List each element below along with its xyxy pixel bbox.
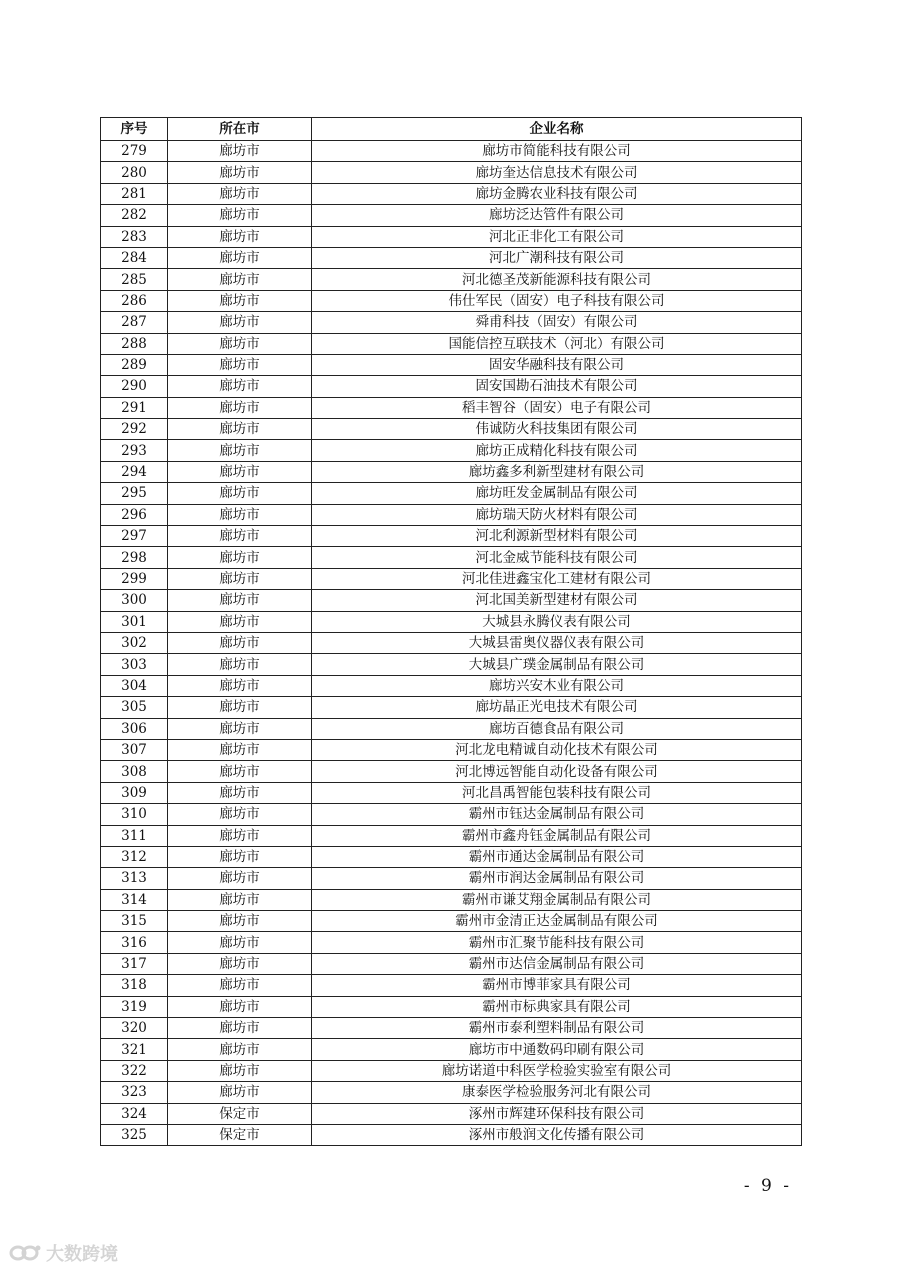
table-row	[101, 1082, 802, 1103]
cell-company-name: 霸州市谦艾翔金属制品有限公司	[312, 889, 802, 910]
table-row	[101, 247, 802, 268]
cell-seq: 297	[101, 526, 168, 547]
table-row	[101, 739, 802, 760]
cell-seq: 300	[101, 590, 168, 611]
table-row	[101, 376, 802, 397]
cell-city: 廊坊市	[168, 697, 312, 718]
table-row	[101, 504, 802, 525]
table-row	[101, 911, 802, 932]
cell-seq: 316	[101, 932, 168, 953]
cell-seq: 280	[101, 162, 168, 183]
cell-city: 廊坊市	[168, 1039, 312, 1060]
cell-seq: 318	[101, 975, 168, 996]
cell-city: 廊坊市	[168, 761, 312, 782]
table-row	[101, 1124, 802, 1145]
cell-seq: 298	[101, 547, 168, 568]
table-row	[101, 761, 802, 782]
cell-company-name: 廊坊百德食品有限公司	[312, 718, 802, 739]
cell-company-name: 河北国美新型建材有限公司	[312, 590, 802, 611]
header-company-name: 企业名称	[312, 118, 802, 141]
cell-city: 廊坊市	[168, 911, 312, 932]
cell-company-name: 稻丰智谷（固安）电子有限公司	[312, 397, 802, 418]
cell-company-name: 廊坊正成精化科技有限公司	[312, 440, 802, 461]
cell-company-name: 河北金威节能科技有限公司	[312, 547, 802, 568]
table-row	[101, 440, 802, 461]
cell-city: 廊坊市	[168, 290, 312, 311]
table-row	[101, 205, 802, 226]
cell-seq: 284	[101, 247, 168, 268]
cell-city: 廊坊市	[168, 333, 312, 354]
table-row	[101, 397, 802, 418]
cell-company-name: 霸州市达信金属制品有限公司	[312, 953, 802, 974]
cell-company-name: 舜甫科技（固安）有限公司	[312, 312, 802, 333]
cell-company-name: 河北昌禹智能包装科技有限公司	[312, 782, 802, 803]
table-row	[101, 141, 802, 162]
cell-seq: 307	[101, 739, 168, 760]
table-row	[101, 333, 802, 354]
table-row	[101, 846, 802, 867]
table-row	[101, 654, 802, 675]
cell-city: 廊坊市	[168, 419, 312, 440]
cell-company-name: 廊坊鑫多利新型建材有限公司	[312, 461, 802, 482]
table-row	[101, 953, 802, 974]
cell-seq: 325	[101, 1124, 168, 1145]
table-row	[101, 547, 802, 568]
cell-company-name: 廊坊瑞天防火材料有限公司	[312, 504, 802, 525]
cell-city: 廊坊市	[168, 611, 312, 632]
cell-city: 廊坊市	[168, 1018, 312, 1039]
cell-company-name: 霸州市汇聚节能科技有限公司	[312, 932, 802, 953]
cell-city: 廊坊市	[168, 141, 312, 162]
cell-seq: 299	[101, 568, 168, 589]
cell-city: 廊坊市	[168, 183, 312, 204]
cell-company-name: 廊坊泛达管件有限公司	[312, 205, 802, 226]
cell-company-name: 河北广潮科技有限公司	[312, 247, 802, 268]
cell-seq: 287	[101, 312, 168, 333]
cell-company-name: 河北正非化工有限公司	[312, 226, 802, 247]
cell-company-name: 国能信控互联技术（河北）有限公司	[312, 333, 802, 354]
cell-city: 廊坊市	[168, 654, 312, 675]
cell-company-name: 霸州市鑫舟钰金属制品有限公司	[312, 825, 802, 846]
cell-seq: 313	[101, 868, 168, 889]
table-row	[101, 568, 802, 589]
cell-seq: 310	[101, 804, 168, 825]
cell-seq: 321	[101, 1039, 168, 1060]
cell-seq: 296	[101, 504, 168, 525]
cell-company-name: 河北佳进鑫宝化工建材有限公司	[312, 568, 802, 589]
cell-city: 廊坊市	[168, 1060, 312, 1081]
table-row	[101, 675, 802, 696]
cell-city: 廊坊市	[168, 1082, 312, 1103]
enterprise-table	[100, 117, 802, 1146]
cell-seq: 314	[101, 889, 168, 910]
cell-city: 廊坊市	[168, 739, 312, 760]
cell-company-name: 河北龙电精诚自动化技术有限公司	[312, 739, 802, 760]
cell-seq: 285	[101, 269, 168, 290]
table-row	[101, 483, 802, 504]
cell-city: 保定市	[168, 1103, 312, 1124]
cell-seq: 279	[101, 141, 168, 162]
cell-city: 廊坊市	[168, 953, 312, 974]
table-row	[101, 825, 802, 846]
cell-city: 廊坊市	[168, 718, 312, 739]
cell-company-name: 固安华融科技有限公司	[312, 354, 802, 375]
cell-city: 廊坊市	[168, 205, 312, 226]
cell-seq: 293	[101, 440, 168, 461]
table-row	[101, 183, 802, 204]
cell-seq: 309	[101, 782, 168, 803]
cell-company-name: 涿州市辉建环保科技有限公司	[312, 1103, 802, 1124]
cell-city: 廊坊市	[168, 547, 312, 568]
cell-city: 廊坊市	[168, 461, 312, 482]
cell-seq: 315	[101, 911, 168, 932]
cell-city: 廊坊市	[168, 868, 312, 889]
cell-company-name: 康泰医学检验服务河北有限公司	[312, 1082, 802, 1103]
cell-city: 廊坊市	[168, 247, 312, 268]
cell-seq: 294	[101, 461, 168, 482]
table-row	[101, 932, 802, 953]
table-row	[101, 782, 802, 803]
table-row	[101, 697, 802, 718]
table-header-row	[101, 118, 802, 141]
cell-company-name: 霸州市博菲家具有限公司	[312, 975, 802, 996]
cell-seq: 304	[101, 675, 168, 696]
cell-seq: 302	[101, 632, 168, 653]
cell-seq: 292	[101, 419, 168, 440]
table-row	[101, 1103, 802, 1124]
cell-city: 廊坊市	[168, 804, 312, 825]
cell-company-name: 河北德圣茂新能源科技有限公司	[312, 269, 802, 290]
cell-company-name: 廊坊金腾农业科技有限公司	[312, 183, 802, 204]
cell-seq: 306	[101, 718, 168, 739]
cell-seq: 322	[101, 1060, 168, 1081]
cell-company-name: 大城县广璞金属制品有限公司	[312, 654, 802, 675]
cell-seq: 301	[101, 611, 168, 632]
cell-seq: 286	[101, 290, 168, 311]
cell-seq: 281	[101, 183, 168, 204]
cell-seq: 288	[101, 333, 168, 354]
table-row	[101, 1060, 802, 1081]
cell-company-name: 廊坊晶正光电技术有限公司	[312, 697, 802, 718]
cell-company-name: 霸州市标典家具有限公司	[312, 996, 802, 1017]
cell-company-name: 伟仕军民（固安）电子科技有限公司	[312, 290, 802, 311]
table-row	[101, 632, 802, 653]
cell-company-name: 廊坊诺道中科医学检验实验室有限公司	[312, 1060, 802, 1081]
table-row	[101, 889, 802, 910]
cell-seq: 282	[101, 205, 168, 226]
cell-city: 廊坊市	[168, 846, 312, 867]
cell-city: 廊坊市	[168, 889, 312, 910]
header-seq: 序号	[101, 118, 168, 141]
table-row	[101, 718, 802, 739]
cell-company-name: 霸州市金清正达金属制品有限公司	[312, 911, 802, 932]
cell-city: 廊坊市	[168, 975, 312, 996]
cell-city: 廊坊市	[168, 226, 312, 247]
cell-city: 廊坊市	[168, 440, 312, 461]
cell-seq: 323	[101, 1082, 168, 1103]
cell-company-name: 霸州市润达金属制品有限公司	[312, 868, 802, 889]
cell-company-name: 固安国勘石油技术有限公司	[312, 376, 802, 397]
cell-seq: 291	[101, 397, 168, 418]
cell-city: 廊坊市	[168, 932, 312, 953]
cell-company-name: 廊坊兴安木业有限公司	[312, 675, 802, 696]
watermark	[8, 1240, 118, 1266]
cell-company-name: 大城县雷奥仪器仪表有限公司	[312, 632, 802, 653]
chain-logo-icon	[8, 1243, 42, 1263]
cell-company-name: 廊坊旺发金属制品有限公司	[312, 483, 802, 504]
cell-seq: 295	[101, 483, 168, 504]
cell-seq: 305	[101, 697, 168, 718]
cell-seq: 312	[101, 846, 168, 867]
cell-company-name: 廊坊市中通数码印刷有限公司	[312, 1039, 802, 1060]
cell-company-name: 大城县永腾仪表有限公司	[312, 611, 802, 632]
table-row	[101, 312, 802, 333]
cell-city: 廊坊市	[168, 825, 312, 846]
cell-seq: 308	[101, 761, 168, 782]
cell-company-name: 河北利源新型材料有限公司	[312, 526, 802, 547]
cell-city: 廊坊市	[168, 354, 312, 375]
cell-company-name: 廊坊奎达信息技术有限公司	[312, 162, 802, 183]
cell-city: 廊坊市	[168, 504, 312, 525]
table-row	[101, 975, 802, 996]
table-row	[101, 526, 802, 547]
table-row	[101, 354, 802, 375]
cell-city: 廊坊市	[168, 568, 312, 589]
page-number: - 9 -	[743, 1176, 792, 1196]
table-row	[101, 611, 802, 632]
watermark-text: 大数跨境	[46, 1244, 118, 1265]
cell-city: 廊坊市	[168, 675, 312, 696]
cell-city: 廊坊市	[168, 376, 312, 397]
cell-seq: 311	[101, 825, 168, 846]
cell-seq: 319	[101, 996, 168, 1017]
cell-company-name: 伟诚防火科技集团有限公司	[312, 419, 802, 440]
header-city: 所在市	[168, 118, 312, 141]
cell-seq: 290	[101, 376, 168, 397]
table-row	[101, 290, 802, 311]
cell-city: 廊坊市	[168, 526, 312, 547]
table-row	[101, 590, 802, 611]
table-body	[101, 141, 802, 1146]
cell-city: 保定市	[168, 1124, 312, 1145]
table-row	[101, 269, 802, 290]
cell-city: 廊坊市	[168, 996, 312, 1017]
table-row	[101, 868, 802, 889]
table-row	[101, 419, 802, 440]
table-row	[101, 1039, 802, 1060]
cell-city: 廊坊市	[168, 632, 312, 653]
cell-company-name: 河北博远智能自动化设备有限公司	[312, 761, 802, 782]
cell-city: 廊坊市	[168, 590, 312, 611]
cell-seq: 317	[101, 953, 168, 974]
cell-seq: 283	[101, 226, 168, 247]
cell-company-name: 廊坊市简能科技有限公司	[312, 141, 802, 162]
cell-city: 廊坊市	[168, 312, 312, 333]
table-row	[101, 226, 802, 247]
table-row	[101, 1018, 802, 1039]
cell-company-name: 涿州市般润文化传播有限公司	[312, 1124, 802, 1145]
table-row	[101, 162, 802, 183]
cell-seq: 324	[101, 1103, 168, 1124]
cell-city: 廊坊市	[168, 269, 312, 290]
cell-company-name: 霸州市泰利塑料制品有限公司	[312, 1018, 802, 1039]
cell-city: 廊坊市	[168, 483, 312, 504]
table-row	[101, 804, 802, 825]
cell-seq: 289	[101, 354, 168, 375]
cell-company-name: 霸州市通达金属制品有限公司	[312, 846, 802, 867]
cell-city: 廊坊市	[168, 162, 312, 183]
cell-seq: 320	[101, 1018, 168, 1039]
table-row	[101, 996, 802, 1017]
cell-city: 廊坊市	[168, 397, 312, 418]
table-row	[101, 461, 802, 482]
cell-city: 廊坊市	[168, 782, 312, 803]
cell-company-name: 霸州市钰达金属制品有限公司	[312, 804, 802, 825]
cell-seq: 303	[101, 654, 168, 675]
